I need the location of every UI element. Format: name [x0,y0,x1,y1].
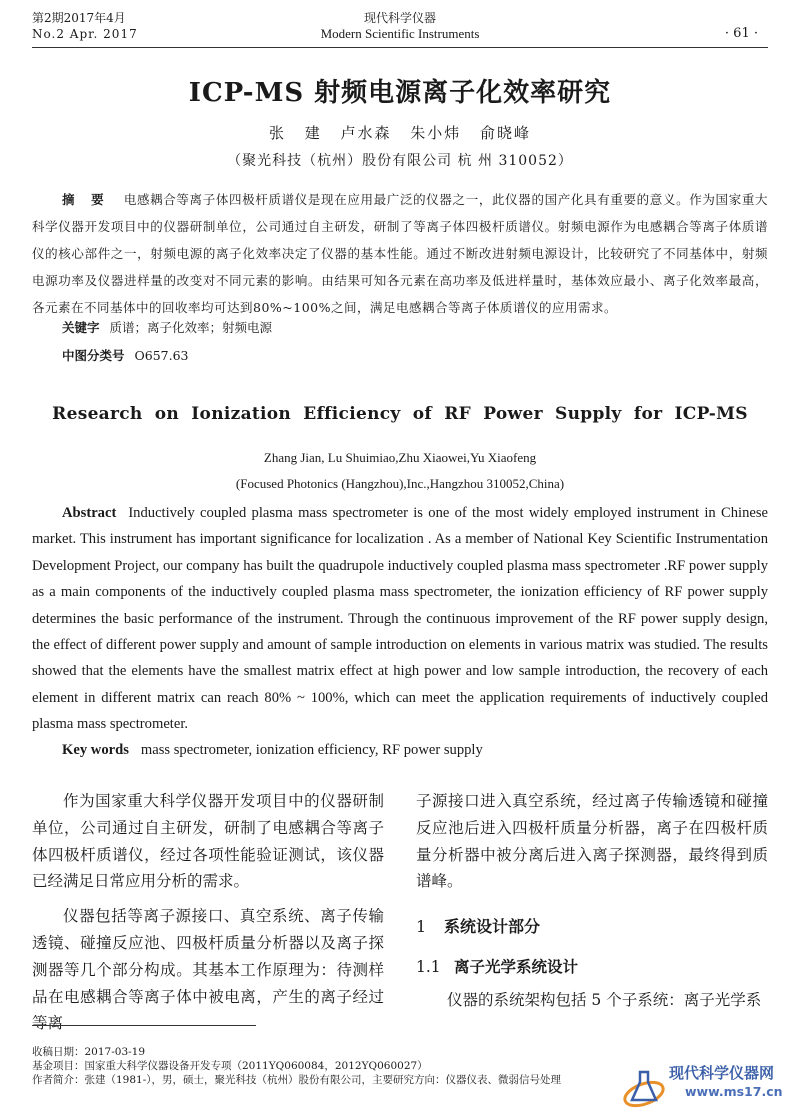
issue-cn: 第2期2017年4月 [32,11,126,25]
section-number: 1.1 [416,958,441,977]
watermark [622,1062,792,1110]
body-paragraph: 仪器包括等离子源接口、真空系统、离子传输透镜、碰撞反应池、四极杆质量分析器以及离子探测器等几个部分构成。其基本工作原理为：待测样品在电感耦合等离子体中被电离，产生的离子经过等离 [32,907,384,1033]
keywords-cn-label: 关键字 [62,320,100,335]
running-header-journal [300,10,500,42]
footnote-rule [32,1025,256,1026]
section-heading-1-1 [416,953,768,981]
footnote-fund: 基金项目：国家重大科学仪器设备开发专项（2011YQ060084，2012YQ060027） [32,1060,428,1072]
section-number: 1 [416,917,427,937]
paper-title-en: Research on Ionization Efficiency of RF Power Supply for ICP-MS [52,404,748,424]
paper-title-cn: ICP-MS 射频电源离子化效率研究 [188,78,612,108]
flask-logo-icon [622,1068,666,1108]
section-title: 离子光学系统设计 [454,957,579,977]
footnote-received: 收稿日期：2017-03-19 [32,1046,146,1058]
header-rule [32,47,768,48]
abstract-cn-label: 摘 要 [62,192,110,207]
authors-en: Zhang Jian, Lu Shuimiao,Zhu Xiaowei,Yu Xiaofeng [263,450,537,465]
section-heading-1 [416,913,768,941]
watermark-name: 现代科学仪器网 [669,1064,775,1082]
classification-cn-label: 中图分类号 [62,348,125,363]
abstract-cn [32,186,768,321]
page-number: · 61 · [724,26,758,41]
body-column-left [32,788,384,1037]
affiliation-en: (Focused Photonics (Hangzhou),Inc.,Hangzhou 310052,China) [235,476,565,491]
classification-cn-text: O657.63 [134,348,189,363]
running-header-issue [32,10,192,42]
issue-en: No.2 Apr. 2017 [32,27,138,41]
classification-cn [62,346,189,366]
journal-en: Modern Scientific Instruments [320,26,480,41]
abstract-en [32,500,768,738]
body-paragraph: 作为国家重大科学仪器开发项目中的仪器研制单位，公司通过自主研发，研制了电感耦合等离子体四极杆质谱仪，经过各项性能验证测试，该仪器已经满足日常应用分析的需求。 [32,792,384,891]
keywords-en-label: Key words [62,742,129,758]
abstract-en-label: Abstract [62,505,117,521]
abstract-en-text: Inductively coupled plasma mass spectrometer is one of the most widely employed instrument in Chinese market. This instrument has important significance for localization . As a member of National Key Scientific Instrumentation Development Project, our company has built the quadrupole inductively coupled plasma mass spectrometer .RF power supply as a main components of the inductively coupled plasma mass spectrometer, the ionization efficiency of RF power supply determines the basic performance of the instrument. Through the continuous improvement of the RF power supply design, the effect of different power supply and amount of sample introduction on elements in various matrix was studied. The results showed that the elements have the smallest matrix effect at high power and low sample introduction, the recovery of each element in different matrix can reach 80% ~ 100%, which can meet the application requirements of inductively coupled plasma mass spectrometer. [32,505,768,733]
section-title: 系统设计部分 [444,917,541,937]
keywords-cn [62,318,272,338]
keywords-en-text: mass spectrometer, ionization efficiency, RF power supply [140,742,483,758]
abstract-cn-text: 电感耦合等离子体四极杆质谱仪是现在应用最广泛的仪器之一，此仪器的国产化具有重要的意义。作为国家重大科学仪器开发项目中的仪器研制单位，公司通过自主研发，研制了等离子体四极杆质谱仪。射频电源作为电感耦合等离子体质谱仪的核心部件之一，射频电源的离子化效率决定了仪器的基本性能。通过不断改进射频电源设计，比较研究了不同基体中，射频电源功率及仪器进样量的改变对不同元素的影响。由结果可知各元素在高功率及低进样量时，基体效应最小、离子化效率最高，各元素在不同基体中的回收率均可达到80%~100%之间，满足电感耦合等离子体质谱仪的应用需求。 [32,192,768,315]
body-column-right [416,788,768,1014]
watermark-url: www.ms17.cn [685,1084,783,1099]
authors-cn: 张 建 卢水森 朱小炜 俞晓峰 [268,124,532,142]
keywords-en [62,742,483,759]
affiliation-cn: （聚光科技（杭州）股份有限公司 杭 州 310052） [227,153,573,169]
footnote-author: 作者简介：张建（1981-），男，硕士，聚光科技（杭州）股份有限公司，主要研究方向：仪器仪表、微弱信号处理 [32,1074,562,1086]
body-paragraph: 仪器的系统架构包括 5 个子系统：离子光学系 [447,991,762,1010]
body-paragraph: 子源接口进入真空系统，经过离子传输透镜和碰撞反应池后进入四极杆质量分析器，离子在四极杆质量分析器中被分离后进入离子探测器，最终得到质谱峰。 [416,792,768,891]
keywords-cn-text: 质谱；离子化效率；射频电源 [109,320,273,335]
journal-cn: 现代科学仪器 [363,11,436,25]
